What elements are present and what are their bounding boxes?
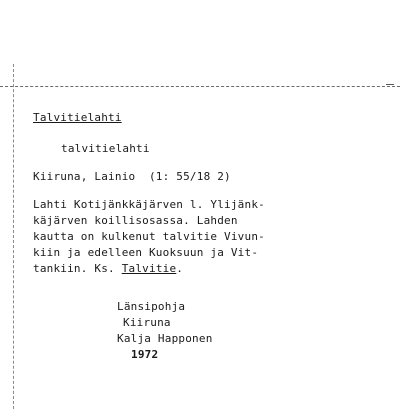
description-line-3: kautta on kulkenut talvitie Vivun-	[33, 230, 265, 243]
signature-year: 1972	[131, 348, 159, 361]
place-reference: Kiiruna, Lainio (1: 55/18 2)	[33, 170, 231, 183]
headword-variant: talvitielahti	[61, 142, 150, 155]
description-line-5-end: .	[176, 262, 184, 275]
headword: Talvitielahti	[33, 111, 122, 124]
signature-collector: Kalja Happonen	[117, 332, 213, 345]
margin-tick-mark	[386, 84, 394, 85]
description-line-5-text: tankiin. Ks.	[33, 262, 122, 275]
description-line-5	[33, 262, 183, 276]
description-line-4: kiin ja edelleen Kuoksuun ja Vit-	[33, 246, 259, 259]
signature-municipality: Kiiruna	[123, 316, 171, 329]
horizontal-guide-line	[0, 86, 400, 87]
description-line-1: Lahti Kotijänkkäjärven l. Ylijänk-	[33, 198, 265, 211]
vertical-margin-line	[13, 64, 14, 409]
description-line-2: käjärven koillisosassa. Lahden	[33, 214, 238, 227]
signature-region: Länsipohja	[117, 300, 186, 313]
cross-reference-link: Talvitie	[121, 262, 177, 275]
